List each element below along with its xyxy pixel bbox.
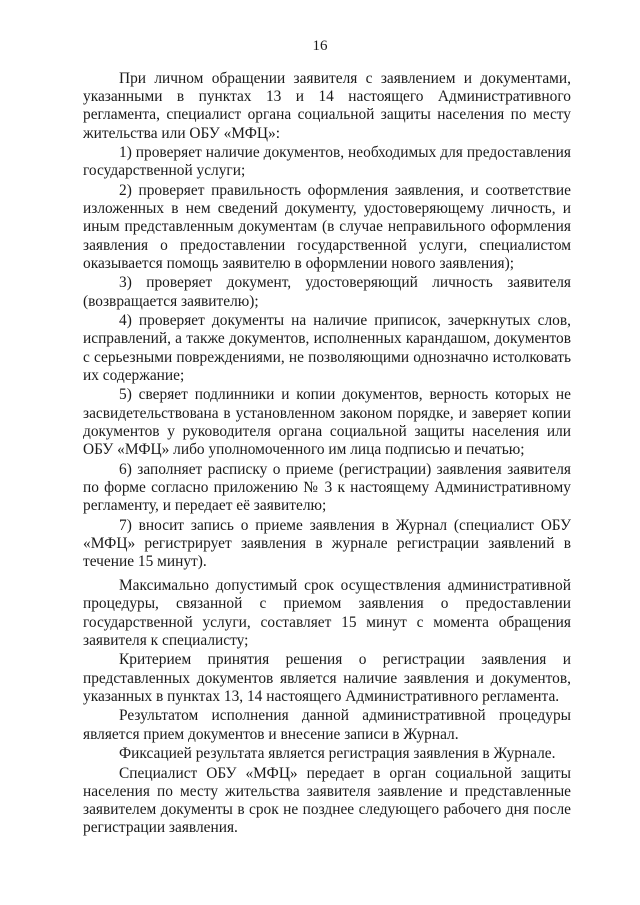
page-number: 16 [312, 38, 328, 54]
paragraph-transfer: Специалист ОБУ «МФЦ» передает в орган социальной защиты населения по месту жительства заявителя заявление и представленные заявителем документы в срок не позднее следующего рабочего дня после регистрации заявления. [83, 764, 571, 837]
document-body [83, 70, 571, 839]
list-item-5: 5) сверяет подлинники и копии документов, верность которых не засвидетельствована в установленном законом порядке, и заверяет копии документов у руководителя органа социальной защиты населения или ОБУ «МФЦ» либо уполномоченного им лица подписью и печатью; [83, 386, 571, 459]
list-item-4: 4) проверяет документы на наличие приписок, зачеркнутых слов, исправлений, а также документов, исполненных карандашом, документов с серьезными повреждениями, не позволяющими однозначно истолковать их содержание; [83, 312, 571, 384]
list-item-3: 3) проверяет документ, удостоверяющий личность заявителя (возвращается заявителю); [83, 274, 571, 310]
list-item-6: 6) заполняет расписку о приеме (регистрации) заявления заявителя по форме согласно приложению № 3 к настоящему Административному регламенту, и передает её заявителю; [83, 460, 571, 515]
paragraph-max-time: Максимально допустимый срок осуществления административной процедуры, связанной с приемом заявления о предоставлении государственной услуги, составляет 15 минут с момента обращения заявителя к специалисту; [83, 577, 571, 649]
paragraph-result: Результатом исполнения данной административной процедуры является прием документов и внесение записи в Журнал. [83, 707, 571, 743]
paragraph-criterion: Критерием принятия решения о регистрации заявления и представленных документов является наличие заявления и документов, указанных в пунктах 13, 14 настоящего Административного регламента. [83, 651, 571, 705]
list-item-2: 2) проверяет правильность оформления заявления, и соответствие изложенных в нем сведений документу, удостоверяющему личность, и иным представленным документам (в случае неправильного оформления заявления о предоставлении государственной услуги, специалистом оказывается помощь заявителю в оформлении нового заявления); [83, 182, 571, 272]
list-item-7: 7) вносит запись о приеме заявления в Журнал (специалист ОБУ «МФЦ» регистрирует заявления в журнале регистрации заявлений в течение 15 минут). [83, 516, 571, 571]
paragraph-fixation: Фиксацией результата является регистрация заявления в Журнале. [119, 745, 556, 763]
list-item-1: 1) проверяет наличие документов, необходимых для предоставления государственной услуги; [83, 144, 571, 180]
paragraph-intro: При личном обращении заявителя с заявлением и документами, указанными в пунктах 13 и 14 настоящего Административного регламента, специалист органа социальной защиты населения по месту жительства или ОБУ «МФЦ»: [83, 70, 571, 142]
